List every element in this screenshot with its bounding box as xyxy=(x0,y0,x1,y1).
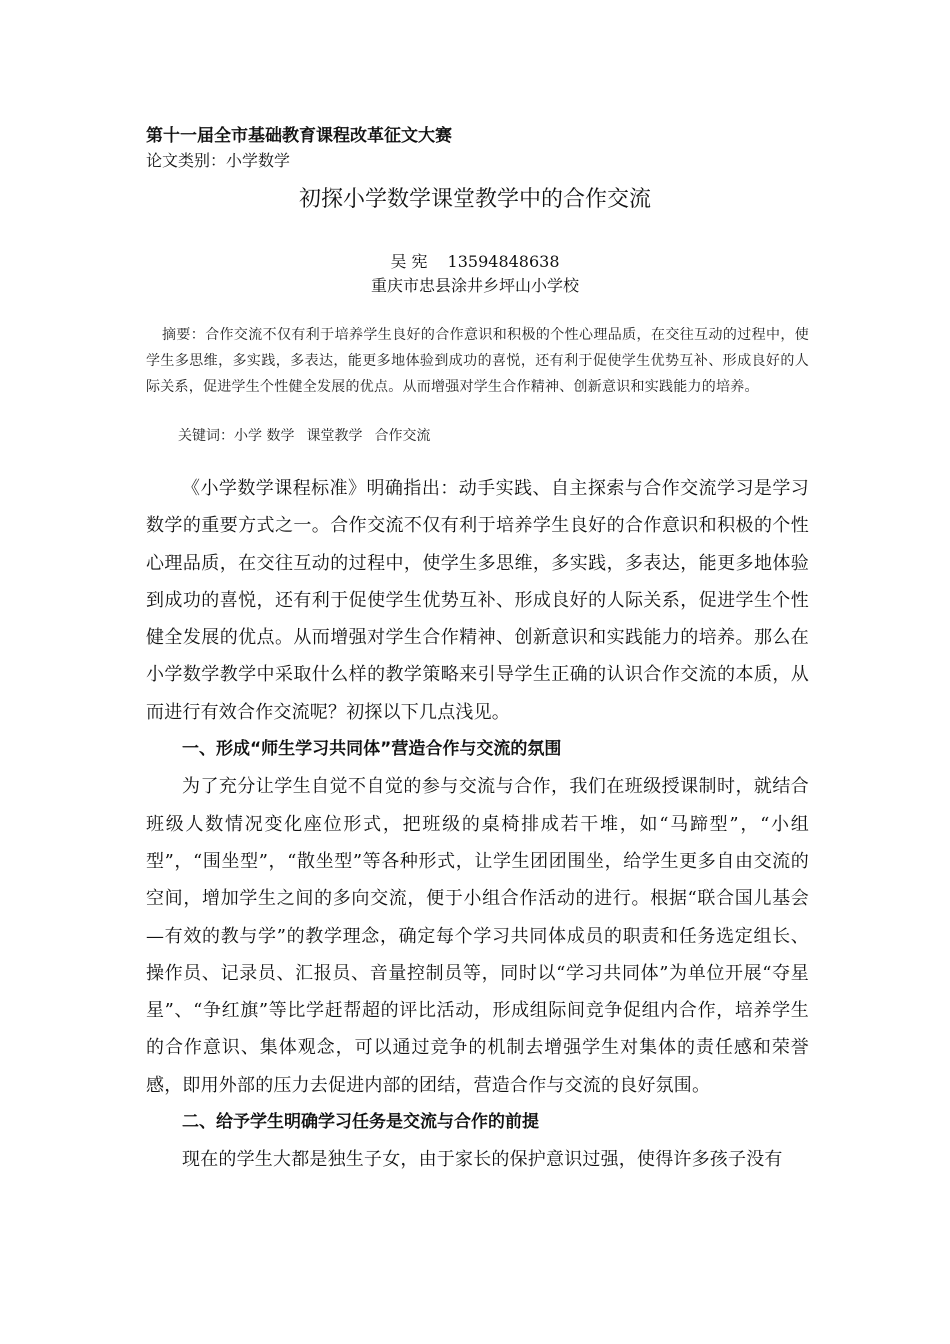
keywords-label: 关键词： xyxy=(178,428,234,444)
intro-paragraph: 《小学数学课程标准》明确指出：动手实践、自主探索与合作交流学习是学习数学的重要方式之一。合作交流不仅有利于培养学生良好的合作意识和积极的个性心理品质，在交往互动的过程中，使学生多思维，多实践，多表达，能更多地体验到成功的喜悦，还有利于促使学生优势互补、形成良好的人际关系，促进学生个性健全发展的优点。从而增强对学生合作精神、创新意识和实践能力的培养。那么在小学数学教学中采取什么样的教学策略来引导学生正确的认识合作交流的本质，从而进行有效合作交流呢？初探以下几点浅见。 xyxy=(146,478,809,723)
author-name: 吴 宪 xyxy=(390,252,428,271)
paper-body xyxy=(146,470,809,1179)
contest-heading: 第十一届全市基础教育课程改革征文大赛 xyxy=(146,126,452,146)
keywords xyxy=(178,424,442,448)
keyword: 课堂教学 xyxy=(306,428,363,444)
paper-title: 初探小学数学课堂教学中的合作交流 xyxy=(298,187,651,212)
paper-category: 论文类别：小学数学 xyxy=(146,151,291,170)
section-heading: 一、形成“师生学习共同体”营造合作与交流的氛围 xyxy=(182,739,562,760)
section-paragraph: 为了充分让学生自觉不自觉的参与交流与合作，我们在班级授课制时，就结合班级人数情况变化座位形式，把班级的桌椅排成若干堆，如“马蹄型”，“小组型”，“围坐型”，“散坐型”等各种形式，让学生团团围坐，给学生更多自由交流的空间，增加学生之间的多向交流，便于小组合作活动的进行。根据“联合国儿基会—有效的教与学”的教学理念，确定每个学习共同体成员的职责和任务选定组长、操作员、记录员、汇报员、音量控制员等，同时以“学习共同体”为单位开展“夺星星”、“争红旗”等比学赶帮超的评比活动，形成组际间竞争促组内合作，培养学生的合作意识、集体观念，可以通过竞争的机制去增强学生对集体的责任感和荣誉感，即用外部的压力去促进内部的团结，营造合作与交流的良好氛围。 xyxy=(146,776,809,1096)
author-school: 重庆市忠县涂井乡坪山小学校 xyxy=(370,276,579,295)
abstract: 摘要：合作交流不仅有利于培养学生良好的合作意识和积极的个性心理品质，在交往互动的过程中，使学生多思维，多实践，多表达，能更多地体验到成功的喜悦，还有利于促使学生优势互补、形成良好的人际关系，促进学生个性健全发展的优点。从而增强对学生合作精神、创新意识和实践能力的培养。 xyxy=(146,327,809,395)
author-line xyxy=(0,251,950,273)
section-paragraph: 现在的学生大都是独生子女，由于家长的保护意识过强，使得许多孩子没有 xyxy=(182,1149,783,1171)
keyword: 合作交流 xyxy=(374,428,431,444)
keyword: 小学 数学 xyxy=(234,428,295,444)
section-heading: 二、给予学生明确学习任务是交流与合作的前提 xyxy=(182,1112,539,1133)
author-phone: 13594848638 xyxy=(447,252,560,271)
